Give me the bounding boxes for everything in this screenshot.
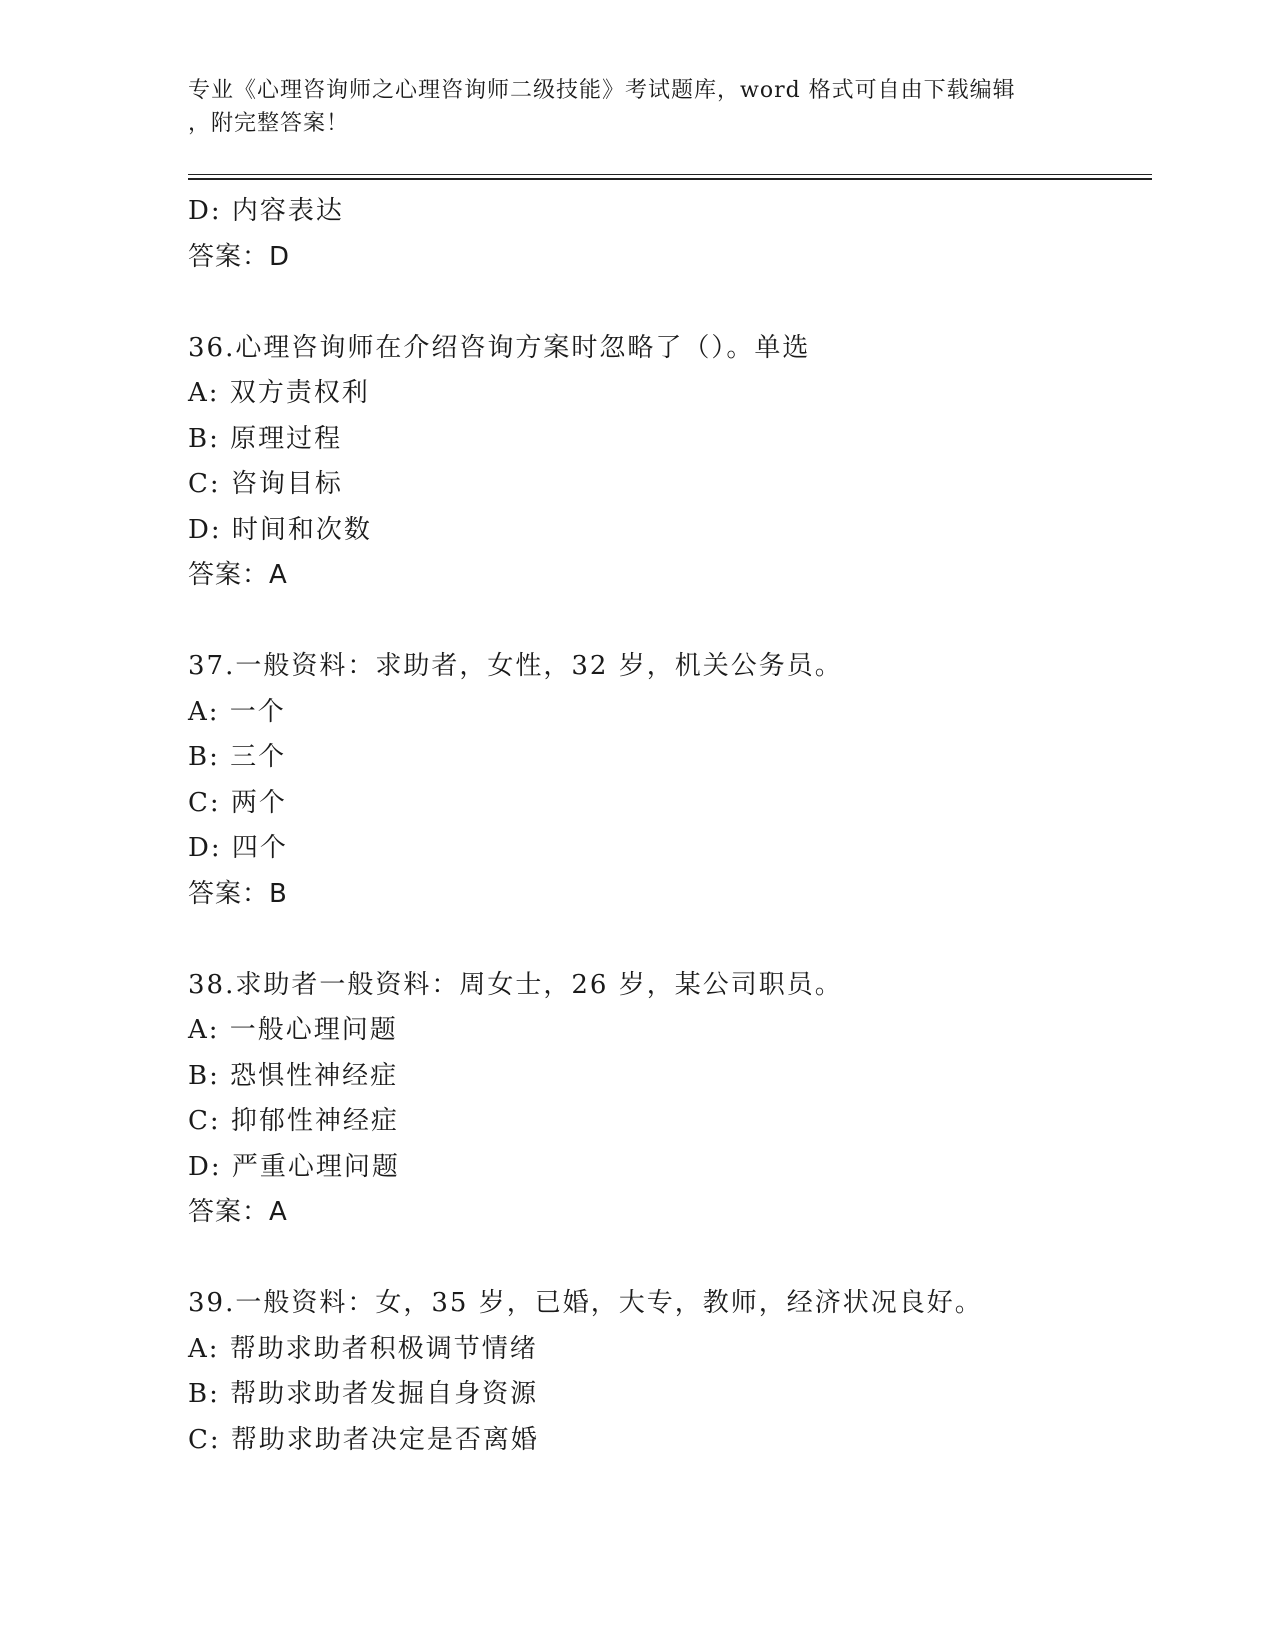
- option-d: D: 内容表达: [188, 196, 344, 226]
- option-b: B: 原理过程: [188, 423, 343, 454]
- option-a: A: 一般心理问题: [188, 1015, 398, 1045]
- answer-line: 答案：A: [188, 560, 288, 590]
- spacer: [188, 917, 1152, 963]
- question-stem: 37.一般资料：求助者，女性，32 岁，机关公务员。: [188, 651, 843, 681]
- question-stem: 39.一般资料：女，35 岁，已婚，大专，教师，经济状况良好。: [188, 1288, 983, 1318]
- question-38: [188, 963, 1152, 1236]
- header-line-2: ，附完整答案！: [188, 111, 350, 136]
- option-c: C: 抑郁性神经症: [188, 1106, 399, 1136]
- question-39: [188, 1281, 1152, 1463]
- header-rule-thick: [188, 178, 1152, 180]
- option-b: B: 三个: [188, 742, 287, 772]
- option-c: C: 两个: [188, 787, 287, 818]
- answer-line: 答案：A: [188, 1197, 288, 1227]
- option-c: C: 咨询目标: [188, 469, 343, 499]
- header-rule-thin: [188, 174, 1152, 175]
- option-b: B: 帮助求助者发掘自身资源: [188, 1379, 539, 1409]
- option-a: A: 帮助求助者积极调节情绪: [188, 1333, 538, 1364]
- option-a: A: 一个: [188, 696, 286, 727]
- option-d: D: 四个: [188, 833, 288, 863]
- option-b: B: 恐惧性神经症: [188, 1060, 399, 1091]
- question-36: [188, 326, 1152, 599]
- question-stem: 36.心理咨询师在介绍咨询方案时忽略了（）。单选: [188, 332, 811, 363]
- document-header: [188, 74, 1068, 140]
- question-37: [188, 644, 1152, 917]
- answer-line: 答案：B: [188, 878, 288, 909]
- question-stem: 38.求助者一般资料：周女士，26 岁，某公司职员。: [188, 969, 843, 1000]
- option-a: A: 双方责权利: [188, 378, 370, 408]
- spacer: [188, 599, 1152, 645]
- option-d: D: 时间和次数: [188, 514, 372, 545]
- header-line-1: 专业《心理咨询师之心理咨询师二级技能》考试题库，word 格式可自由下载编辑: [188, 78, 1016, 103]
- option-c: C: 帮助求助者决定是否离婚: [188, 1424, 539, 1455]
- spacer: [188, 1236, 1152, 1282]
- question-list: [188, 189, 1152, 1463]
- answer-line: 答案：D: [188, 241, 291, 272]
- spacer: [188, 280, 1152, 326]
- option-d: D: 严重心理问题: [188, 1151, 400, 1182]
